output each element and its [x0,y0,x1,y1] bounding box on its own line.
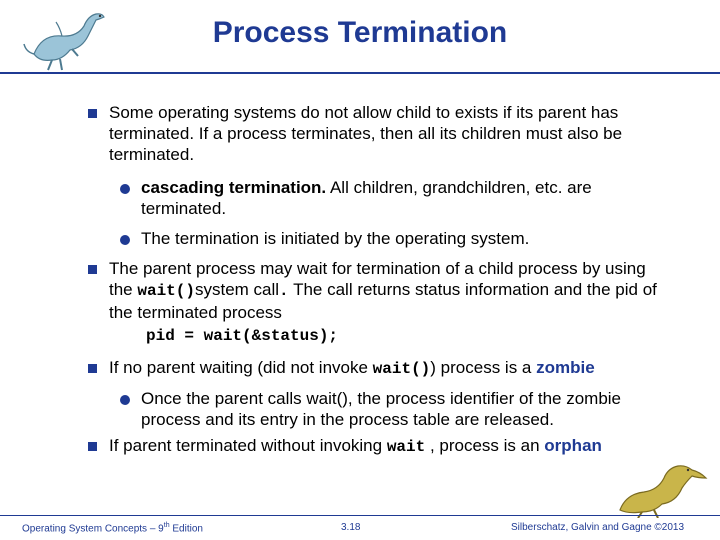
square-bullet-icon [88,109,97,118]
footer-page-number: 3.18 [341,522,361,533]
bullet-text-part: The call returns status information and the pid of the terminated process [109,280,657,322]
term-zombie: zombie [536,358,595,377]
code-wait: wait [386,438,426,456]
footer-edition: Edition [169,523,203,535]
bullet-text-part: If parent terminated without invoking [109,436,387,455]
code-wait: wait() [137,282,195,300]
bullet-text-part: , process is an [425,436,545,455]
bullet-text-part: system call [194,280,280,299]
sub-bullet-rest: All children, grandchildren, etc. are terminated. [141,178,592,218]
term-orphan: orphan [544,436,602,455]
code-wait: wait() [372,360,431,378]
sub-bullet-text: The termination is initiated by the operating system. [141,229,530,248]
dot-bullet-icon [120,235,130,245]
code-period: . [279,282,289,300]
footer-authors: Silberschatz, Galvin and Gagne ©2013 [511,522,685,533]
slide-title: Process Termination [212,16,508,49]
bullet-text-part: ) process is a [430,358,537,377]
term-cascading: cascading termination. [141,178,327,197]
dinosaur-corner-icon [612,458,712,518]
dot-bullet-icon [120,184,130,194]
bullet-text [109,258,669,323]
sub-bullet-text: Once the parent calls wait(), the process identifier of the zombie process and its entry in the process table are released. [141,389,622,429]
footer-book-title-text: Operating System Concepts – 9 [22,523,164,535]
dot-bullet-icon [120,395,130,405]
code-line: pid = wait(&status); [146,327,339,345]
footer-divider [0,515,720,516]
bullet-text [109,357,689,380]
square-bullet-icon [88,265,97,274]
bullet-text-part: The parent process may wait for termination of a child process by using the [109,259,646,299]
bullet-text-part: If no parent waiting (did not invoke [109,358,373,377]
bullet-text [109,435,689,458]
square-bullet-icon [88,364,97,373]
footer-book-title [22,522,203,534]
square-bullet-icon [88,442,97,451]
sub-bullet-text [141,177,661,219]
bullet-text: Some operating systems do not allow child to exists if its parent has terminated. If a process terminates, then all its children must also be terminated. [109,103,623,164]
footer-superscript: th [163,522,170,529]
